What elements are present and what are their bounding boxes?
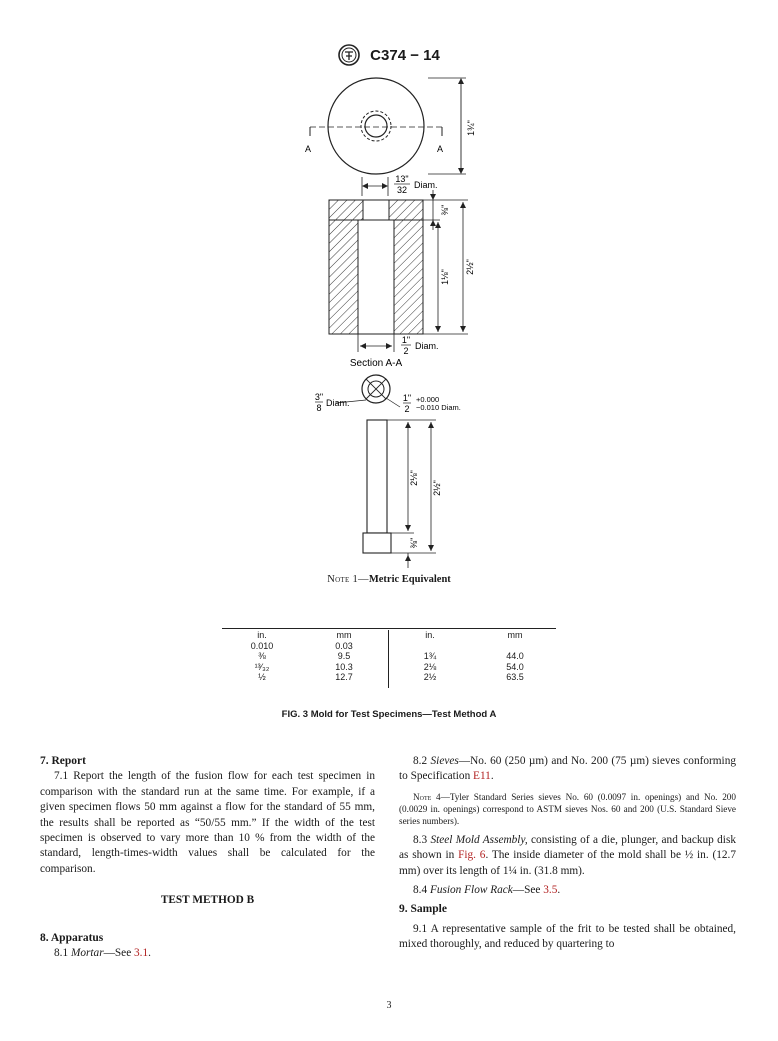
test-method-b-heading: TEST METHOD B (160, 894, 255, 907)
dim-shoulder: ⅜" (440, 204, 450, 216)
left-column (40, 754, 375, 961)
dim-disk-height: 1¾" (466, 120, 476, 136)
dim-hole-num: 13" (395, 174, 409, 184)
plunger-right-den: 2 (404, 404, 410, 414)
paragraph-8-3: 8.3 Steel Mold Assembly, consisting of a die, plunger, and backup disk as shown in Fig. 6. The inside diameter of the mold shall be ½ in. (12.7 mm) over its length of 1¼ in. (31.8 mm). (399, 833, 736, 877)
paragraph-7-1: 7.1 Report the length of the fusion flow for each test specimen in comparison with the standard run at the same time. For example, if a given specimen flows 50 mm against a flow for the standard of 55 mm, the results shall be reported as “50/55 mm.” If the width of the test specimen is observed to vary more than 10 % from the width of the standard, length-times-width values shall be calculated for the comparison. (40, 770, 375, 875)
table-top-rule (222, 628, 556, 629)
table-cell: 10.3 (335, 661, 353, 672)
figure-caption: FIG. 3 Mold for Test Specimens—Test Method A (281, 709, 497, 720)
term-mortar: Mortar (70, 947, 104, 960)
table-cell: 0.03 (335, 640, 353, 651)
note-4: Note 4—Tyler Standard Series sieves No. 60 (0.0097 in. openings) and No. 200 (0.0029 in. openings) correspond to ASTM sieves Nos. 60 and 200 (U.S. Standard Sieve series numbers). (399, 791, 736, 826)
table-divider (388, 630, 389, 688)
table-cell: 44.0 (506, 651, 524, 661)
table-cell: ⅜ (258, 651, 266, 661)
table-cell: 2½ (423, 672, 437, 682)
link-fig-6[interactable]: Fig. 6 (458, 849, 486, 862)
right-column (399, 754, 736, 953)
link-3-1[interactable]: 3.1 (134, 947, 149, 960)
plunger-side-view (363, 420, 436, 568)
dim-hole-den: 32 (396, 185, 408, 195)
paragraph-9-1: 9.1 A representative sample of the frit to be tested shall be obtained, mixed thoroughly, and reduced by quartering to (399, 922, 736, 951)
para-number: 8.1 (54, 947, 69, 960)
see-text: —See (103, 947, 132, 960)
table-header: mm (507, 630, 523, 640)
table-header: in. (425, 630, 435, 640)
mold-figure (290, 70, 510, 570)
term-steel-mold: Steel Mold Assembly, (430, 833, 528, 846)
term-sieves: Sieves (430, 755, 459, 767)
page-header (0, 44, 778, 66)
link-e11[interactable]: E11 (473, 770, 491, 783)
table-header: in. (257, 630, 267, 640)
tolerance-plus: +0.000 (416, 395, 440, 404)
term-fusion-flow-rack: Fusion Flow Rack (429, 884, 513, 897)
section-label: Section A-A (349, 358, 403, 369)
link-3-5[interactable]: 3.5 (543, 884, 558, 897)
note-1-text: Metric Equivalent (368, 574, 451, 585)
section-9-heading: 9. Sample (399, 903, 447, 916)
plunger-length-a: 2⅛" (409, 470, 419, 486)
table-cell: 0.010 (250, 640, 274, 651)
table-cell: 9.5 (337, 651, 351, 661)
astm-logo-icon (338, 44, 360, 66)
note-4-label: Note 4— (413, 791, 450, 802)
dim-bottom-num: 1" (401, 335, 411, 345)
plunger-left-num: 3" (314, 392, 324, 402)
plunger-length-b: 2½" (432, 480, 442, 496)
standard-designation: C374 − 14 (370, 46, 440, 64)
table-cell: 1¾ (423, 651, 437, 661)
para-number: 8.4 (413, 884, 428, 897)
table-cell: ½ (258, 672, 266, 682)
dim-bottom-suffix: Diam. (415, 341, 439, 351)
table-cell: 54.0 (506, 661, 524, 672)
dim-bottom-den: 2 (403, 346, 409, 356)
section-mark-right: A (436, 144, 444, 154)
note-1-label: Note 1— (327, 574, 369, 585)
section-mark-left: A (304, 144, 312, 154)
table-cell: 2⅛ (423, 661, 437, 672)
table-cell: ¹³⁄₃₂ (254, 661, 270, 672)
plunger-left-den: 8 (316, 403, 322, 413)
para-number: 8.3 (413, 833, 428, 846)
paragraph-8-1: 8.1 Mortar—See 3.1. (54, 947, 151, 960)
para-number: 8.2 (413, 755, 428, 767)
top-view-disk (310, 78, 466, 174)
table-cell: 63.5 (506, 672, 524, 682)
section-7-heading: 7. Report (40, 755, 86, 767)
plunger-tip-length: ⅜" (409, 537, 419, 549)
note-1 (0, 574, 778, 585)
dim-outer-length: 2½" (465, 259, 475, 275)
table-header: mm (336, 630, 352, 640)
dim-hole-suffix: Diam. (414, 180, 438, 190)
paragraph-8-4: 8.4 Fusion Flow Rack—See 3.5. (413, 884, 561, 897)
page-number: 3 (386, 1000, 392, 1011)
plunger-right-num: 1" (402, 393, 412, 403)
paragraph-8-2: 8.2 Sieves—No. 60 (250 µm) and No. 200 (75 µm) sieves conforming to Specification E11. (399, 755, 736, 783)
table-cell: 12.7 (335, 672, 353, 682)
plunger-left-suffix: Diam. (326, 398, 350, 408)
section-8-heading: 8. Apparatus (40, 931, 104, 944)
tolerance-minus: −0.010 Diam. (416, 403, 461, 412)
dim-inner-length: 1⅛" (440, 269, 450, 285)
